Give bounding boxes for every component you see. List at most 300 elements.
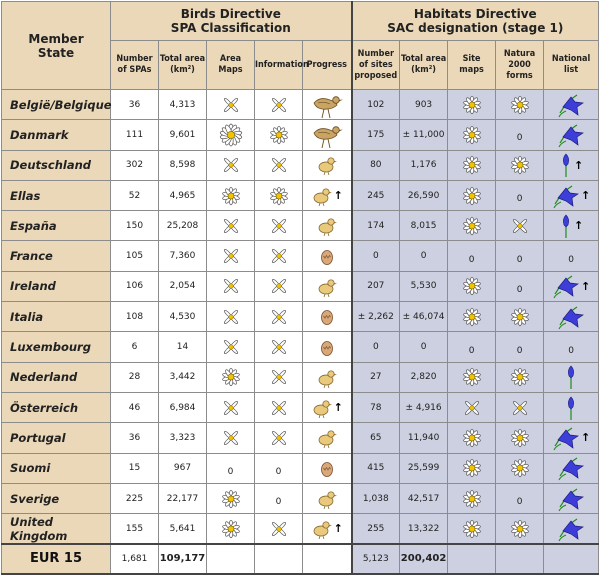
egg-icon bbox=[319, 339, 335, 357]
cell-value: 0 bbox=[227, 466, 234, 477]
cell-value: 2,820 bbox=[410, 372, 437, 383]
icon-cell bbox=[207, 211, 255, 241]
icon-cell bbox=[448, 211, 496, 241]
zero-cell bbox=[207, 453, 255, 483]
bud-icon bbox=[564, 364, 578, 390]
habitats-total-area bbox=[400, 271, 448, 301]
cell-value: 0 bbox=[568, 254, 574, 265]
icon-cell bbox=[303, 423, 352, 453]
flower-icon bbox=[460, 184, 484, 208]
icon-cell bbox=[303, 211, 352, 241]
chick-icon bbox=[316, 368, 338, 388]
cell-value: 106 bbox=[125, 281, 144, 292]
col-information: Information bbox=[255, 41, 303, 90]
birds-total-area bbox=[159, 180, 207, 210]
adult-bird-icon bbox=[310, 91, 344, 119]
icon-cell bbox=[544, 362, 599, 392]
egg-icon bbox=[319, 460, 335, 478]
icon-cell bbox=[255, 302, 303, 332]
habitats-total-area bbox=[400, 180, 448, 210]
cell-value: 22,177 bbox=[166, 493, 199, 504]
cell-value: 0 bbox=[275, 466, 282, 477]
icon-cell bbox=[303, 150, 352, 180]
spas-count bbox=[111, 453, 159, 483]
spas-count bbox=[111, 90, 159, 120]
icon-cell bbox=[544, 90, 599, 120]
cell-value: Ellas bbox=[10, 188, 41, 203]
cell-value: 0 bbox=[468, 345, 475, 356]
total-row bbox=[2, 544, 599, 574]
icon-cell bbox=[448, 150, 496, 180]
cell-value: 5,530 bbox=[410, 281, 437, 292]
chick-icon bbox=[316, 277, 338, 297]
flower-icon bbox=[508, 305, 532, 329]
cell-value: 78 bbox=[370, 402, 382, 413]
sites-proposed bbox=[352, 332, 400, 362]
flower-icon bbox=[460, 365, 484, 389]
cell-value: 255 bbox=[367, 523, 385, 534]
birds-total-area bbox=[159, 211, 207, 241]
flower-icon bbox=[508, 456, 532, 480]
empty-cell bbox=[207, 544, 255, 574]
icon-cell bbox=[448, 302, 496, 332]
icon-cell bbox=[448, 514, 496, 544]
icon-cell bbox=[255, 392, 303, 422]
icon-cell bbox=[207, 90, 255, 120]
icon-cell bbox=[448, 392, 496, 422]
table-row bbox=[2, 514, 599, 544]
cell-value: Österreich bbox=[10, 400, 79, 415]
bluebell-icon bbox=[557, 121, 585, 149]
chick-icon bbox=[316, 489, 338, 509]
cell-value: 0 bbox=[468, 254, 475, 265]
spas-count bbox=[111, 392, 159, 422]
table-row bbox=[2, 423, 599, 453]
habitats-total-area bbox=[400, 514, 448, 544]
icon-cell bbox=[544, 271, 599, 301]
icon-cell bbox=[303, 483, 352, 513]
table-row bbox=[2, 271, 599, 301]
cell-value: Nederland bbox=[10, 370, 78, 385]
cell-value: Danmark bbox=[10, 127, 69, 142]
cell-value: 174 bbox=[367, 220, 385, 231]
col-area-maps: Area Maps bbox=[207, 41, 255, 90]
cell-value: 0 bbox=[516, 254, 523, 265]
country-name bbox=[2, 180, 111, 210]
country-name bbox=[2, 211, 111, 241]
icon-cell bbox=[544, 423, 599, 453]
birds-total-area bbox=[159, 271, 207, 301]
icon-cell bbox=[207, 150, 255, 180]
flower-icon bbox=[508, 426, 532, 450]
adult-bird-icon bbox=[310, 121, 344, 149]
spas-count bbox=[111, 332, 159, 362]
bluebell-icon bbox=[552, 272, 580, 300]
col-total-area-birds: Total area (km²) bbox=[159, 41, 207, 90]
empty-cell bbox=[496, 544, 544, 574]
cell-value: 26,590 bbox=[407, 190, 440, 201]
cell-value: 4,965 bbox=[169, 190, 196, 201]
partial-flower-icon bbox=[220, 306, 242, 328]
cell-value: 1,176 bbox=[410, 160, 437, 171]
cell-value: 903 bbox=[414, 99, 433, 110]
icon-cell bbox=[255, 423, 303, 453]
icon-cell bbox=[544, 514, 599, 544]
birds-total-area bbox=[159, 453, 207, 483]
cell-value: ± 2,262 bbox=[357, 311, 394, 322]
cell-value: 0 bbox=[275, 497, 282, 507]
table-row bbox=[2, 180, 599, 210]
spas-count bbox=[111, 180, 159, 210]
partial-flower-icon bbox=[220, 336, 242, 358]
cell-value: ± 4,916 bbox=[405, 402, 442, 413]
total-birds-area bbox=[159, 544, 207, 574]
sites-proposed bbox=[352, 453, 400, 483]
zero-cell bbox=[496, 271, 544, 301]
country-name bbox=[2, 483, 111, 513]
flower-icon bbox=[508, 517, 532, 541]
table-row bbox=[2, 120, 599, 150]
cell-value: España bbox=[10, 218, 57, 233]
sites-proposed bbox=[352, 392, 400, 422]
cell-value: België/Belgique bbox=[10, 97, 112, 112]
cell-value: 0 bbox=[516, 133, 523, 144]
cell-value: 13,322 bbox=[407, 523, 440, 534]
cell-value: 36 bbox=[128, 432, 141, 443]
icon-cell bbox=[255, 120, 303, 150]
total-sites bbox=[352, 544, 400, 574]
empty-cell bbox=[448, 544, 496, 574]
icon-cell bbox=[207, 514, 255, 544]
icon-cell bbox=[496, 362, 544, 392]
sites-proposed bbox=[352, 120, 400, 150]
cell-value: 2,054 bbox=[169, 281, 196, 292]
cell-value: Deutschland bbox=[10, 158, 91, 173]
cell-value: 27 bbox=[370, 372, 382, 383]
cell-value: 0 bbox=[516, 284, 523, 295]
partial-flower-icon bbox=[268, 518, 290, 540]
zero-cell bbox=[496, 241, 544, 271]
icon-cell bbox=[207, 392, 255, 422]
progress-arrow-icon: ↑ bbox=[580, 431, 591, 445]
cell-value: 155 bbox=[125, 523, 144, 534]
bluebell-icon bbox=[557, 454, 585, 482]
empty-cell bbox=[303, 544, 352, 574]
zero-cell bbox=[448, 332, 496, 362]
cell-value: Suomi bbox=[10, 461, 51, 476]
total-spas bbox=[111, 544, 159, 574]
icon-cell bbox=[303, 514, 352, 544]
icon-cell bbox=[448, 362, 496, 392]
country-name bbox=[2, 271, 111, 301]
table-row bbox=[2, 150, 599, 180]
col-total-area-habitats: Total area (km²) bbox=[400, 41, 448, 90]
cell-value: 1,038 bbox=[362, 493, 389, 504]
cell-value: 111 bbox=[125, 129, 144, 140]
member-state-header: Member State bbox=[2, 2, 111, 90]
icon-cell bbox=[448, 271, 496, 301]
bluebell-icon bbox=[557, 303, 585, 331]
icon-cell bbox=[207, 332, 255, 362]
icon-cell bbox=[544, 180, 599, 210]
country-name bbox=[2, 514, 111, 544]
table-row bbox=[2, 362, 599, 392]
chick-icon bbox=[316, 428, 338, 448]
icon-cell bbox=[303, 90, 352, 120]
partial-flower-icon bbox=[461, 397, 483, 419]
flower-icon bbox=[267, 123, 291, 147]
cell-value: Ireland bbox=[10, 279, 56, 294]
total-habitats-area bbox=[400, 544, 448, 574]
cell-value: 25,208 bbox=[166, 220, 199, 231]
cell-value: 5,123 bbox=[362, 553, 389, 564]
icon-cell bbox=[448, 453, 496, 483]
cell-value: 46 bbox=[128, 402, 141, 413]
cell-value: 108 bbox=[125, 311, 144, 322]
cell-value: 80 bbox=[370, 160, 382, 171]
table-row bbox=[2, 211, 599, 241]
habitats-total-area bbox=[400, 423, 448, 453]
icon-cell bbox=[303, 302, 352, 332]
flower-icon bbox=[460, 456, 484, 480]
birds-total-area bbox=[159, 332, 207, 362]
egg-icon bbox=[319, 248, 335, 266]
partial-flower-icon bbox=[268, 306, 290, 328]
cell-value: 15 bbox=[128, 463, 141, 474]
cell-value: 4,313 bbox=[169, 99, 196, 110]
cell-value: 9,601 bbox=[169, 129, 196, 140]
flower-icon bbox=[508, 153, 532, 177]
country-name bbox=[2, 423, 111, 453]
icon-cell bbox=[496, 423, 544, 453]
cell-value: EUR 15 bbox=[29, 551, 83, 567]
bluebell-icon bbox=[552, 424, 580, 452]
cell-value: 225 bbox=[125, 493, 144, 504]
cell-value: 8,015 bbox=[410, 220, 437, 231]
partial-flower-icon bbox=[220, 94, 242, 116]
col-national-list: National list bbox=[544, 41, 599, 90]
icon-cell bbox=[207, 483, 255, 513]
cell-value: France bbox=[10, 249, 53, 264]
progress-arrow-icon: ↑ bbox=[333, 189, 343, 203]
birds-total-area bbox=[159, 120, 207, 150]
cell-value: 8,598 bbox=[169, 160, 196, 171]
cell-value: 0 bbox=[372, 251, 379, 262]
cell-value: 0 bbox=[516, 497, 523, 507]
country-name bbox=[2, 302, 111, 332]
country-name bbox=[2, 332, 111, 362]
partial-flower-icon bbox=[220, 245, 242, 267]
flower-icon bbox=[219, 184, 243, 208]
cell-value: 6 bbox=[131, 342, 138, 353]
icon-cell bbox=[496, 150, 544, 180]
icon-cell bbox=[496, 392, 544, 422]
cell-value: 52 bbox=[128, 190, 141, 201]
icon-cell bbox=[544, 150, 599, 180]
birds-total-area bbox=[159, 392, 207, 422]
sites-proposed bbox=[352, 150, 400, 180]
icon-cell bbox=[496, 514, 544, 544]
zero-cell bbox=[496, 180, 544, 210]
icon-cell bbox=[448, 120, 496, 150]
cell-value: 4,530 bbox=[169, 311, 196, 322]
chick-icon bbox=[311, 398, 333, 418]
cell-value: 175 bbox=[367, 129, 385, 140]
sites-proposed bbox=[352, 90, 400, 120]
zero-cell bbox=[544, 332, 599, 362]
partial-flower-icon bbox=[268, 336, 290, 358]
habitats-total-area bbox=[400, 302, 448, 332]
cell-value: 302 bbox=[125, 160, 144, 171]
partial-flower-icon bbox=[220, 397, 242, 419]
partial-flower-icon bbox=[268, 366, 290, 388]
sites-proposed bbox=[352, 241, 400, 271]
icon-cell bbox=[303, 392, 352, 422]
icon-cell bbox=[544, 392, 599, 422]
flower-icon bbox=[267, 184, 291, 208]
zero-cell bbox=[496, 120, 544, 150]
icon-cell bbox=[207, 423, 255, 453]
col-natura-forms: Natura 2000 forms bbox=[496, 41, 544, 90]
habitats-directive-header: Habitats Directive SAC designation (stage 1) bbox=[352, 2, 599, 41]
cell-value: 14 bbox=[176, 342, 189, 353]
table-row bbox=[2, 392, 599, 422]
cell-value: Italia bbox=[10, 309, 44, 324]
zero-cell bbox=[544, 241, 599, 271]
full-flower-icon bbox=[219, 123, 243, 147]
flower-icon bbox=[219, 517, 243, 541]
spas-count bbox=[111, 423, 159, 453]
icon-cell bbox=[255, 150, 303, 180]
chick-icon bbox=[316, 155, 338, 175]
bluebell-icon bbox=[552, 182, 580, 210]
sites-proposed bbox=[352, 423, 400, 453]
cell-value: 150 bbox=[125, 220, 144, 231]
icon-cell bbox=[255, 332, 303, 362]
progress-arrow-icon: ↑ bbox=[580, 189, 591, 203]
bud-icon bbox=[559, 152, 573, 178]
col-site-maps: Site maps bbox=[448, 41, 496, 90]
progress-arrow-icon: ↑ bbox=[573, 219, 584, 233]
icon-cell bbox=[496, 302, 544, 332]
cell-value: 245 bbox=[367, 190, 385, 201]
partial-flower-icon bbox=[268, 215, 290, 237]
cell-value: 0 bbox=[420, 251, 427, 262]
icon-cell bbox=[544, 302, 599, 332]
icon-cell bbox=[207, 362, 255, 392]
icon-cell bbox=[496, 211, 544, 241]
bluebell-icon bbox=[557, 91, 585, 119]
flower-icon bbox=[460, 274, 484, 298]
icon-cell bbox=[303, 332, 352, 362]
partial-flower-icon bbox=[220, 215, 242, 237]
chick-icon bbox=[311, 186, 333, 206]
sites-proposed bbox=[352, 362, 400, 392]
table-row bbox=[2, 332, 599, 362]
cell-value: 3,442 bbox=[169, 372, 196, 383]
icon-cell bbox=[255, 271, 303, 301]
col-number-spas: Number of SPAs bbox=[111, 41, 159, 90]
flower-icon bbox=[460, 153, 484, 177]
flower-icon bbox=[460, 214, 484, 238]
table-row bbox=[2, 453, 599, 483]
country-name bbox=[2, 392, 111, 422]
zero-cell bbox=[255, 483, 303, 513]
cell-value: 11,940 bbox=[407, 432, 440, 443]
icon-cell bbox=[303, 241, 352, 271]
habitats-total-area bbox=[400, 120, 448, 150]
sites-proposed bbox=[352, 271, 400, 301]
flower-icon bbox=[508, 365, 532, 389]
flower-icon bbox=[460, 517, 484, 541]
spas-count bbox=[111, 120, 159, 150]
sites-proposed bbox=[352, 514, 400, 544]
cell-value: 3,323 bbox=[169, 432, 196, 443]
icon-cell bbox=[496, 90, 544, 120]
chick-icon bbox=[311, 519, 333, 539]
partial-flower-icon bbox=[268, 397, 290, 419]
sites-proposed bbox=[352, 211, 400, 241]
spas-count bbox=[111, 241, 159, 271]
icon-cell bbox=[255, 514, 303, 544]
spas-count bbox=[111, 150, 159, 180]
cell-value: 0 bbox=[568, 345, 574, 356]
cell-value: 36 bbox=[128, 99, 141, 110]
habitats-total-area bbox=[400, 453, 448, 483]
cell-value: 0 bbox=[372, 342, 379, 353]
cell-value: Sverige bbox=[10, 491, 60, 506]
icon-cell bbox=[207, 302, 255, 332]
habitats-total-area bbox=[400, 392, 448, 422]
progress-arrow-icon: ↑ bbox=[333, 401, 343, 415]
country-name bbox=[2, 362, 111, 392]
cell-value: 0 bbox=[516, 345, 523, 356]
country-name bbox=[2, 120, 111, 150]
sites-proposed bbox=[352, 180, 400, 210]
cell-value: 0 bbox=[516, 194, 523, 205]
progress-arrow-icon: ↑ bbox=[333, 522, 343, 536]
birds-total-area bbox=[159, 302, 207, 332]
icon-cell bbox=[207, 271, 255, 301]
flower-icon bbox=[460, 487, 484, 511]
country-name bbox=[2, 241, 111, 271]
zero-cell bbox=[496, 332, 544, 362]
cell-value: Luxembourg bbox=[10, 340, 91, 355]
habitats-total-area bbox=[400, 150, 448, 180]
cell-value: ± 46,074 bbox=[402, 311, 445, 322]
cell-value: 7,360 bbox=[169, 251, 196, 262]
icon-cell bbox=[303, 453, 352, 483]
bud-icon bbox=[564, 395, 578, 421]
partial-flower-icon bbox=[268, 154, 290, 176]
habitats-total-area bbox=[400, 483, 448, 513]
cell-value: 102 bbox=[367, 99, 385, 110]
flower-icon bbox=[460, 426, 484, 450]
total-label bbox=[2, 544, 111, 574]
cell-value: 65 bbox=[370, 432, 382, 443]
flower-icon bbox=[460, 305, 484, 329]
icon-cell bbox=[255, 211, 303, 241]
flower-icon bbox=[460, 123, 484, 147]
sites-proposed bbox=[352, 483, 400, 513]
habitats-total-area bbox=[400, 362, 448, 392]
partial-flower-icon bbox=[268, 275, 290, 297]
icon-cell bbox=[255, 180, 303, 210]
empty-cell bbox=[255, 544, 303, 574]
icon-cell bbox=[448, 483, 496, 513]
spas-count bbox=[111, 211, 159, 241]
country-name bbox=[2, 90, 111, 120]
